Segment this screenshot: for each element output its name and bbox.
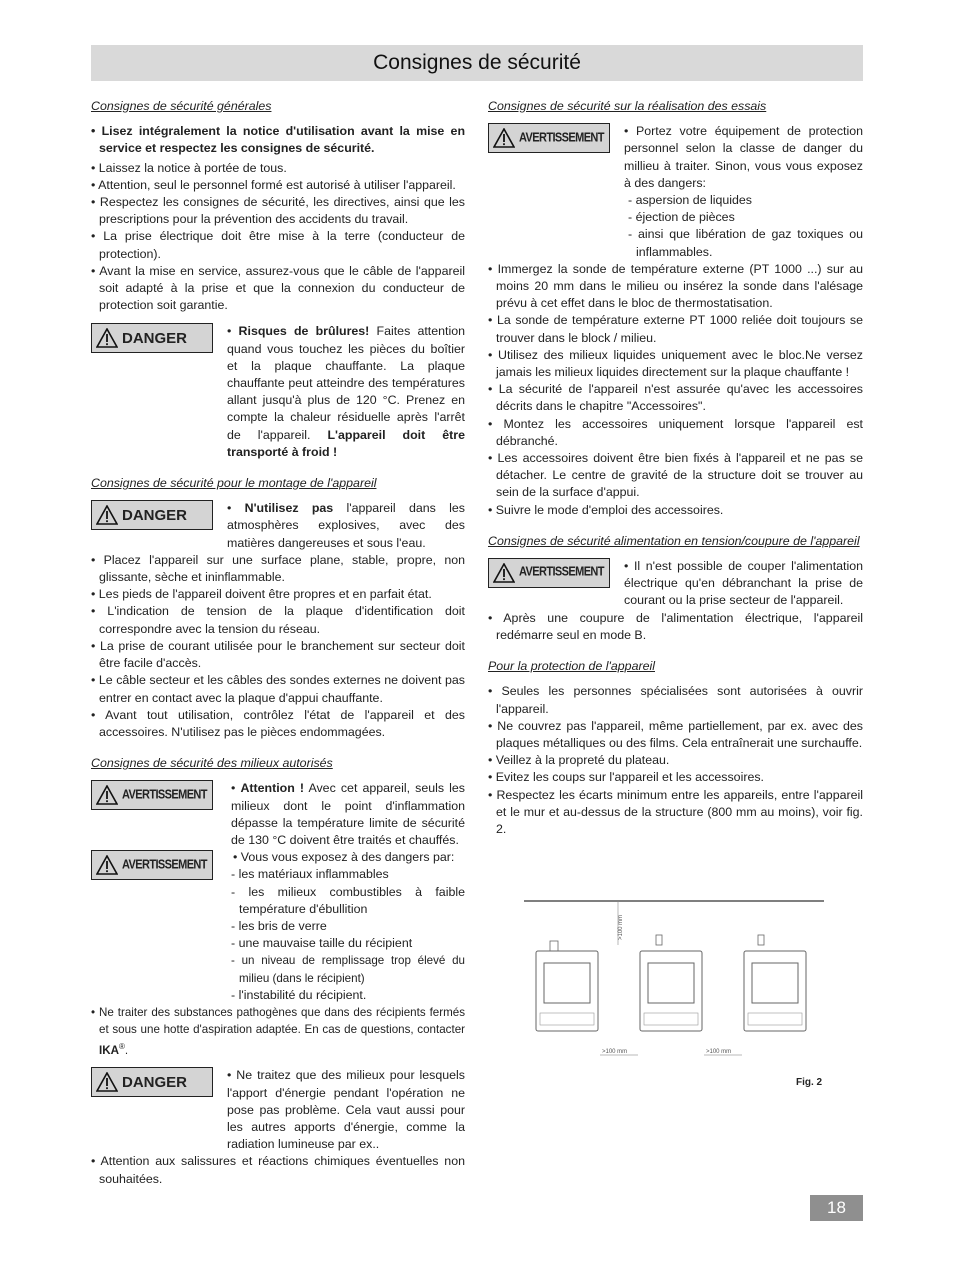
list-item: • Utilisez des milieux liquides uniquement avec le bloc.Ne versez jamais les milieux liquides directement sur la plaque chauffante ! xyxy=(488,347,863,381)
hazard-item: - une mauvaise taille du récipient xyxy=(227,935,465,952)
warning-notice xyxy=(91,780,465,849)
list-item: • L'indication de tension de la plaque d'identification doit correspondre avec la tension du réseau. xyxy=(91,603,465,637)
danger-bold: Risques de brûlures! xyxy=(238,324,370,339)
registered-mark: ® xyxy=(118,1042,125,1052)
warning-badge xyxy=(488,558,610,588)
danger-label: DANGER xyxy=(122,506,188,524)
danger-text: • Risques de brûlures! Faites attention quand vous touchez les pièces du boîtier et la plaque chauffante. La plaque chauffante peut atteindre des températures allant jusqu'à plus de 120 °C. Prenez en compte la chaleur résiduelle après l'arrêt de l'appareil. L'appareil doit être transporté à froid ! xyxy=(227,324,466,459)
section-heading-mounting: Consignes de sécurité pour le montage de l'appareil xyxy=(91,476,377,491)
warning-label: AVERTISSEMENT xyxy=(122,787,207,802)
list-item: • Les accessoires doivent être bien fixés à l'appareil et ne pas se détacher. Le centre de gravité de la structure doit se trouver au sein de la surface d'appui. xyxy=(488,450,863,502)
warning-badge xyxy=(488,123,610,153)
title-bar xyxy=(91,45,863,81)
section-heading-protection: Pour la protection de l'appareil xyxy=(488,659,655,674)
warning-label: AVERTISSEMENT xyxy=(519,130,604,145)
warning-bold: Attention ! xyxy=(240,781,305,796)
warning-notice xyxy=(91,849,465,1004)
danger-text: • N'utilisez pas l'appareil dans les atmosphères explosives, avec des matières dangereuses et sous l'eau. xyxy=(227,501,465,550)
warning-body: Portez votre équipement de protection personnel selon la classe de danger du millieu à traiter. Sinon, vous vous exposez à des dangers: xyxy=(624,124,863,190)
list-item: • Immergez la sonde de température externe (PT 1000 ...) sur au moins 20 mm dans le milieu ou insérez la sonde dans l'alésage prévu à cet effet dans le bloc de thermostatisation. xyxy=(488,261,863,313)
danger-notice xyxy=(91,323,465,461)
section-heading-power: Consignes de sécurité alimentation en tension/coupure de l'appareil xyxy=(488,533,860,548)
list-item: • Après une coupure de l'alimentation électrique, l'appareil redémarre seul en mode B. xyxy=(488,610,863,644)
left-column xyxy=(91,98,465,1188)
warning-body: Il n'est possible de couper l'alimentation électrique qu'en débranchant la prise de courant ou la prise secteur de l'appareil. xyxy=(624,559,863,608)
warning-triangle-icon xyxy=(92,325,122,351)
device-spacing-figure xyxy=(520,895,830,1095)
list-item: • Laissez la notice à portée de tous. xyxy=(91,160,465,177)
danger-bold: N'utilisez pas xyxy=(244,501,334,516)
brand-name: IKA xyxy=(99,1044,119,1058)
section-heading-general: Consignes de sécurité générales xyxy=(91,99,272,113)
warning-triangle-icon xyxy=(92,782,122,808)
danger-text: • Ne traitez que des milieux pour lesquels l'apport d'énergie pendant l'opération ne pose pas problème. Cela vaut aussi pour les autres apports d'énergie, comme la radiation lumineuse par ex.. xyxy=(227,1068,465,1152)
danger-label: DANGER xyxy=(122,329,188,347)
list-item: • Respectez les consignes de sécurité, les directives, ainsi que les prescriptions pour la prévention des accidents du travail. xyxy=(91,194,465,228)
hazard-item: - éjection de pièces xyxy=(624,209,863,226)
page-title: Consignes de sécurité xyxy=(373,51,581,74)
hazard-item: - les milieux combustibles à faible température d'ébullition xyxy=(227,884,465,918)
danger-body: Ne traitez que des milieux pour lesquels l'apport d'énergie pendant l'opération ne pose pas problème. Cela vaut aussi pour les autres apports d'énergie, comme la radiation lumineuse par ex.. xyxy=(227,1068,465,1152)
warning-badge xyxy=(91,850,213,880)
device-2 xyxy=(640,935,702,1031)
warning-text: • Attention ! Avec cet appareil, seuls les milieux dont le point d'inflammation dépasse la température limite de sécurité de 130 °C doivent être traités et chauffés. xyxy=(231,781,465,847)
danger-label: DANGER xyxy=(122,1073,188,1091)
list-item: • Attention aux salissures et réactions chimiques éventuelles non souhaitées. xyxy=(91,1153,465,1187)
list-item: • Placez l'appareil sur une surface plane, stable, propre, non glissante, sèche et ininflammable. xyxy=(91,552,465,586)
warning-triangle-icon xyxy=(92,852,122,878)
list-item: • Ne traiter des substances pathogènes que dans des récipients fermés et sous une hotte d'aspiration adaptée. En cas de questions, contacter IKA®. xyxy=(91,1004,465,1059)
danger-notice xyxy=(91,1067,465,1153)
warning-badge xyxy=(91,780,213,810)
list-item: • Les pieds de l'appareil doivent être propres et en parfait état. xyxy=(91,586,465,603)
list-item: • Respectez les écarts minimum entre les appareils, entre l'appareil et le mur et au-dessus de la structure (800 mm au moins), voir fig. 2. xyxy=(488,787,863,839)
page-number: 18 xyxy=(810,1195,863,1221)
danger-body: Faites attention quand vous touchez les pièces du boîtier et la plaque chauffante. La plaque chauffante peut atteindre des températures allant jusqu'à plus de 120 °C. Prenez en compte la chaleur résiduelle après l'arrêt de l'appareil. xyxy=(227,324,466,442)
list-item: • Le câble secteur et les câbles des sondes externes ne doivent pas entrer en contact avec la plaque d'appui chauffante. xyxy=(91,672,465,706)
section-heading-media: Consignes de sécurité des milieux autorisés xyxy=(91,756,333,771)
hazard-item: - aspersion de liquides xyxy=(624,192,863,209)
danger-notice xyxy=(91,500,465,552)
list-item: • La prise de courant utilisée pour le branchement sur secteur doit être facile d'accès. xyxy=(91,638,465,672)
section-heading-tests: Consignes de sécurité sur la réalisation des essais xyxy=(488,99,767,113)
warning-triangle-icon xyxy=(92,1069,122,1095)
warning-triangle-icon xyxy=(92,502,122,528)
device-1 xyxy=(536,941,598,1031)
list-item-text: Ne traiter des substances pathogènes que dans des récipients fermés et sous une hotte d'aspiration adaptée. En cas de questions, contacter xyxy=(99,1005,466,1037)
warning-triangle-icon xyxy=(489,560,519,586)
list-item: • Avant tout utilisation, contrôlez l'état de l'appareil et des accessoires. N'utilisez pas le pièces endommagées. xyxy=(91,707,465,741)
danger-bold-end: L'appareil doit être transporté à froid ! xyxy=(227,427,465,459)
device-3 xyxy=(744,935,806,1031)
danger-body: l'appareil dans les atmosphères explosives, avec des matières dangereuses et sous l'eau. xyxy=(227,501,465,550)
list-item: • Veillez à la propreté du plateau. xyxy=(488,752,863,769)
dim-top-label: >100 mm xyxy=(618,914,624,940)
list-item: • La sécurité de l'appareil n'est assurée qu'avec les accessoires décrits dans le chapitre "Accessoires". xyxy=(488,381,863,415)
list-item: • Montez les accessoires uniquement lorsque l'appareil est débranché. xyxy=(488,416,863,450)
hazard-item: - un niveau de remplissage trop élevé du milieu (dans le récipient) xyxy=(227,952,465,986)
right-column xyxy=(488,98,863,838)
list-item: • Suivre le mode d'emploi des accessoires. xyxy=(488,502,863,519)
figure-caption: Fig. 2 xyxy=(796,1077,823,1088)
warning-text: • Vous vous exposez à des dangers par: - les matériaux inflammables - les milieux combustibles à faible température d'ébullition - les bris de verre - une mauvaise taille du récipient - un niveau de remplissage trop élevé du milieu (dans le récipient) - l'instabilité du récipient. xyxy=(227,849,465,1004)
danger-badge xyxy=(91,500,213,530)
list-item: • La prise électrique doit être mise à la terre (conducteur de protection). xyxy=(91,228,465,262)
dim-gap-1-label: >100 mm xyxy=(602,1049,628,1055)
hazard-item: - les bris de verre xyxy=(227,918,465,935)
list-item: • Attention, seul le personnel formé est autorisé à utiliser l'appareil. xyxy=(91,177,465,194)
warning-text: • Portez votre équipement de protection personnel selon la classe de danger du millieu à traiter. Sinon, vous vous exposez à des dangers: - aspersion de liquides - éjection de pièces - ainsi que libération de gaz toxiques ou inflammables. xyxy=(624,123,863,261)
warning-body: Vous vous exposez à des dangers par: xyxy=(240,850,455,865)
list-item: • Ne couvrez pas l'appareil, même partiellement, par ex. avec des plaques métalliques ou des films. Cela entraînerait une surchauffe. xyxy=(488,718,863,752)
danger-badge xyxy=(91,1067,213,1097)
warning-label: AVERTISSEMENT xyxy=(122,857,207,872)
hazard-item: - l'instabilité du récipient. xyxy=(227,987,465,1004)
list-item: • Avant la mise en service, assurez-vous que le câble de l'appareil soit adapté à la prise et que la connexion du conducteur de protection soit garantie. xyxy=(91,263,465,315)
warning-triangle-icon xyxy=(489,125,519,151)
warning-notice xyxy=(488,123,863,261)
danger-badge xyxy=(91,323,213,353)
warning-text: • Il n'est possible de couper l'alimentation électrique qu'en débranchant la prise de courant ou la prise secteur de l'appareil. xyxy=(624,559,863,608)
list-item: • Seules les personnes spécialisées sont autorisées à ouvrir l'appareil. xyxy=(488,683,863,717)
dim-gap-2-label: >100 mm xyxy=(706,1049,732,1055)
warning-notice xyxy=(488,558,863,610)
warning-label: AVERTISSEMENT xyxy=(519,565,604,580)
hazard-item: - les matériaux inflammables xyxy=(227,866,465,883)
list-item: • Lisez intégralement la notice d'utilisation avant la mise en service et respectez les consignes de sécurité. xyxy=(91,123,465,157)
list-item: • Evitez les coups sur l'appareil et les accessoires. xyxy=(488,769,863,786)
hazard-item: - ainsi que libération de gaz toxiques ou inflammables. xyxy=(624,226,863,260)
warning-body: Avec cet appareil, seuls les milieux dont le point d'inflammation dépasse la température limite de sécurité de 130 °C doivent être traités et chauffés. xyxy=(231,781,465,847)
list-item: • La sonde de température externe PT 1000 reliée doit toujours se trouver dans le block / milieu. xyxy=(488,312,863,346)
